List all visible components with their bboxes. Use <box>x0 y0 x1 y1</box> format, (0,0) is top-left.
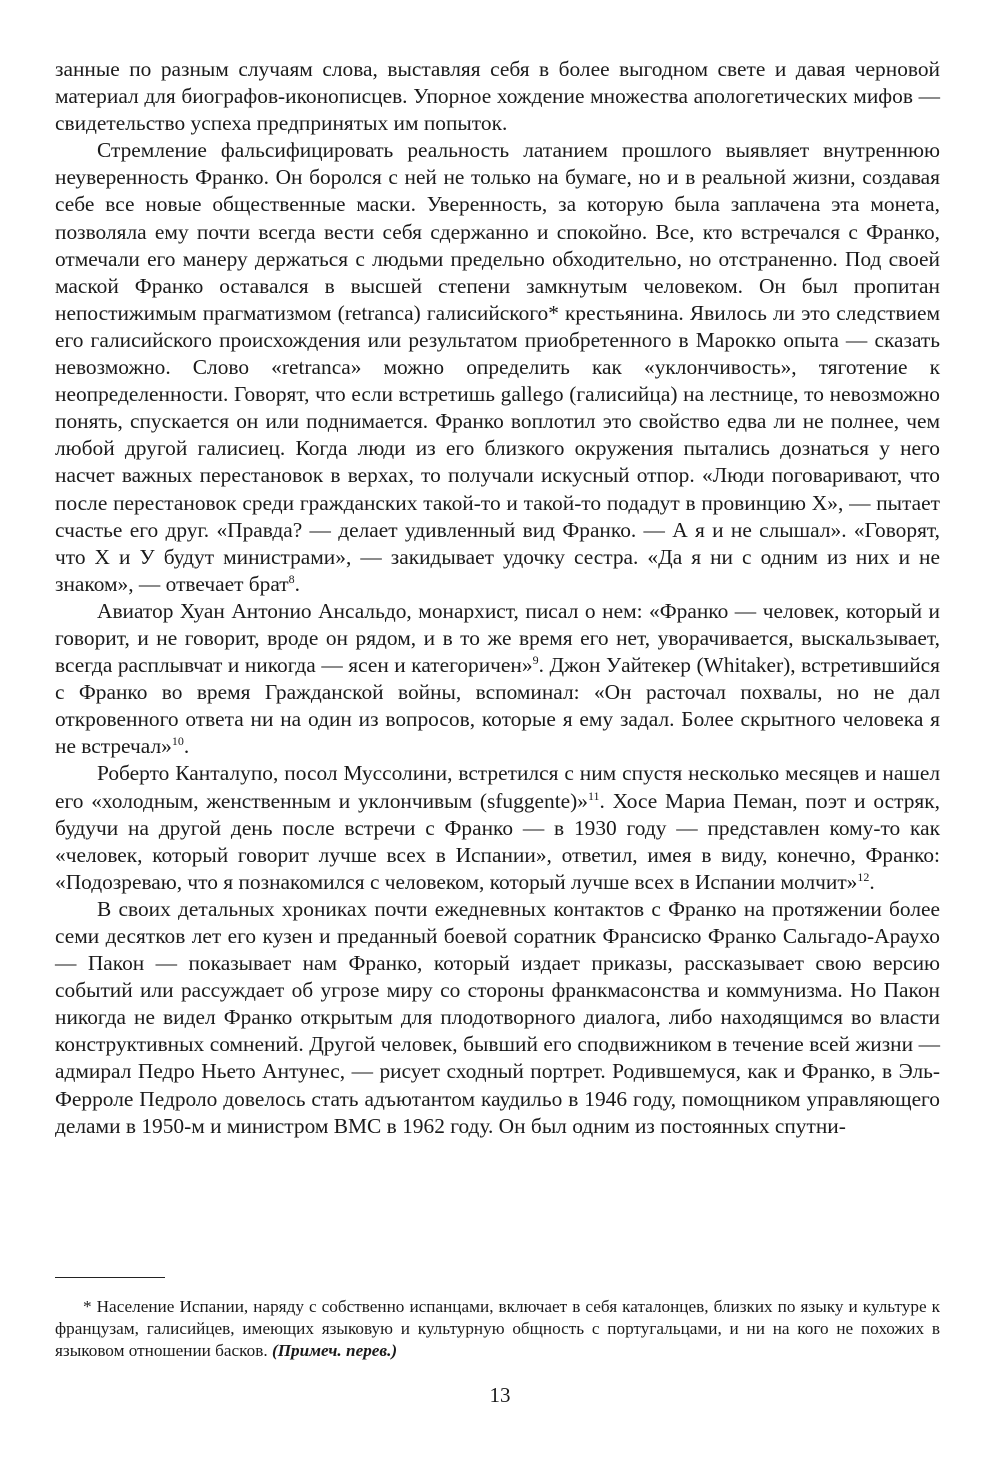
paragraph-3-text: Авиатор Хуан Антонио Ансальдо, монархист, писал о нем: «Франко — человек, который и говорит, и не говорит, вроде он рядом, и в то же время его нет, уворачивается, выскальзывает, всегда расплывчат и никогда — ясен и категоричен» <box>55 598 940 678</box>
paragraph-3-text-2: . Джон Уайтекер (Whitaker), встретившийся с Франко во время Гражданской войны, вспоминал: «Он расточал похвалы, но не дал откровенного ответа ни на один из вопросов, которые я ему задал. Более скрытного человека я не встречал» <box>55 653 940 759</box>
paragraph-4-text: Роберто Канталупо, посол Муссолини, встретился с ним спустя несколько месяцев и нашел его «холодным, женственным и уклончивым (sfuggente)» <box>55 761 940 813</box>
footnote-ref-10: 10 <box>171 734 184 749</box>
footnote <box>55 1296 940 1361</box>
paragraph-2 <box>55 137 940 598</box>
paragraph-4-text-2: . Хосе Мариа Пеман, поэт и остряк, будучи на другой день после встречи с Франко — в 1930 году — представлен кому-то как «человек, который говорит лучше всех в Испании», ответил, имея в виду, конечно, Франко: «Подозреваю, что я познакомился с человеком, который лучше всех в Испании молчит» <box>55 788 940 894</box>
page-number: 13 <box>489 1383 511 1407</box>
paragraph-3 <box>55 598 940 761</box>
footnote-ref-12: 12 <box>857 869 870 884</box>
paragraph-4-end: . <box>869 869 875 894</box>
footnote-ref-8: 8 <box>288 571 295 586</box>
paragraph-3-end: . <box>183 734 190 759</box>
main-text <box>55 56 940 1140</box>
paragraph-1: занные по разным случаям слова, выставляя себя в более выгодном свете и давая черновой материал для биографов-иконописцев. Упорное хождение множества апологетических мифов — свидетельство успеха предпринятых им попыток. <box>55 57 940 136</box>
paragraph-5: В своих детальных хрониках почти ежедневных контактов с Франко на протяжении более семи десятков лет его кузен и преданный боевой соратник Франсиско Франко Сальгадо-Араухо — Пакон — показывает нам Франко, который издает приказы, рассказывает свою версию событий или рассуждает об угрозе миру со стороны франкмасонства и коммунизма. Но Пакон никогда не видел Франко открытым для плодотворного диалога, либо находящимся во власти конструктивных сомнений. Другой человек, бывший его сподвижником в течение всей жизни — адмирал Педро Ньето Антунес, — рисует сходный портрет. Родившемуся, как и Франко, в Эль-Ферроле Педроло довелось стать адъютантом каудильо в 1946 году, помощником управляющего делами в 1950-м и министром ВМС в 1962 году. Он был одним из постоянных спутни- <box>55 896 940 1138</box>
footnote-ref-9: 9 <box>532 652 539 667</box>
translator-note: (Примеч. перев.) <box>271 1340 398 1360</box>
footnote-ref-11: 11 <box>587 788 600 803</box>
paragraph-4 <box>55 760 940 895</box>
paragraph-2-end: . <box>294 571 301 596</box>
footnote-divider <box>55 1277 165 1278</box>
paragraph-2-text: Стремление фальсифицировать реальность латанием прошлого выявляет внутреннюю неуверенность Франко. Он боролся с ней не только на бумаге, но и в реальной жизни, создавая себе все новые общественные маски. Уверенность, за которую была заплачена эта монета, позволяла ему почти всегда вести себя сдержанно и спокойно. Все, кто встречался с Франко, отмечали его манеру держаться с людьми предельно обходительно, но отстраненно. Под своей маской Франко оставался в высшей степени замкнутым человеком. Он был пропитан непостижимым прагматизмом (retranca) галисийского* крестьянина. Явилось ли это следствием его галисийского происхождения или результатом приобретенного в Марокко опыта — сказать невозможно. Слово «retranca» можно определить как «уклончивость», тяготение к неопределенности. Говорят, что если встретишь gallego (галисийца) на лестнице, то невозможно понять, спускается он или поднимается. Франко воплотил это свойство едва ли не полнее, чем любой другой галисиец. Когда люди из его близкого окружения пытались дознаться у него насчет важных перестановок в верхах, то получали искусный отпор. «Люди поговаривают, что после перестановок среди гражданских такой-то и такой-то подадут в провинцию Х», — пытает счастье его друг. «Правда? — делает удивленный вид Франко. — А я и не слышал». «Говорят, что Х и У будут министрами», — закидывает удочку сестра. «Да я ни с одним из них и не знаком», — отвечает брат <box>55 138 940 596</box>
footnote-text: * Население Испании, наряду с собственно испанцами, включает в себя каталонцев, близких по языку и культуре к французам, галисийцев, имеющих языковую и культурную общность с португальцами, и ни на кого не похожих в языковом отношении басков. <box>55 1297 940 1360</box>
